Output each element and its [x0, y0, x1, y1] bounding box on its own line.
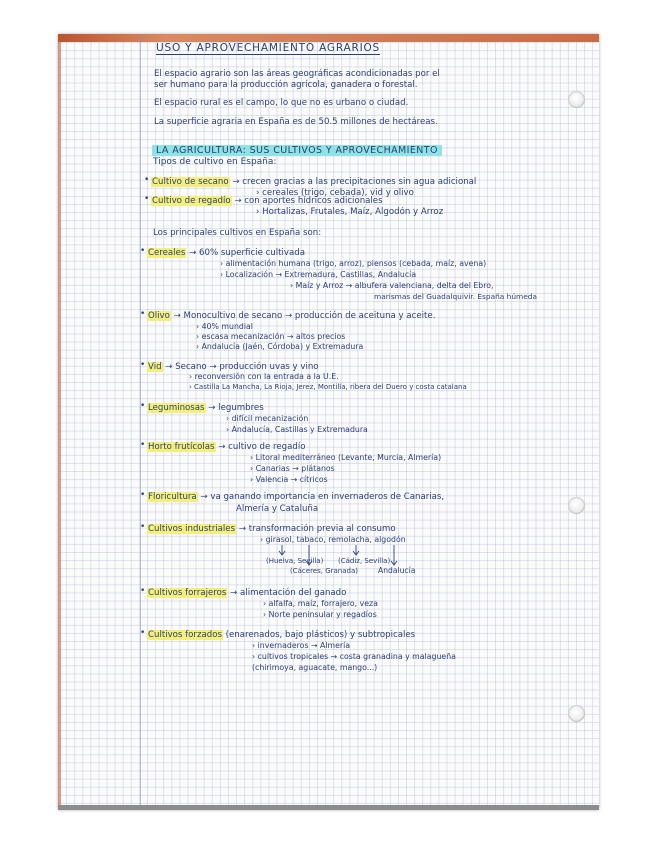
bullet-dot: •	[140, 628, 146, 638]
industriales-place: Andalucía	[378, 566, 416, 575]
section-subtitle: Tipos de cultivo en España:	[153, 157, 277, 167]
forrajeros-key: Cultivos forrajeros	[148, 588, 227, 598]
arrow-head	[353, 551, 359, 555]
olivo-line: › Andalucía (Jaén, Córdoba) y Extremadura	[196, 342, 364, 351]
olivo-key: Olivo	[148, 311, 170, 321]
principales-line: Los principales cultivos en España son:	[153, 228, 322, 238]
vid-entry	[147, 362, 319, 372]
regadio-line2: › Hortalizas, Frutales, Maíz, Algodón y Arroz	[256, 207, 444, 217]
leguminosas-key: Leguminosas	[148, 403, 205, 413]
cereales-entry	[147, 248, 305, 258]
bullet-dot: •	[140, 522, 146, 532]
olivo-line: › escasa mecanización → altos precios	[196, 332, 346, 341]
leguminosas-line: › difícil mecanización	[226, 414, 309, 423]
section-title: LA AGRICULTURA: SUS CULTIVOS Y APROVECHAMIENTO	[152, 145, 442, 156]
horto-line: › Canarias → plátanos	[250, 464, 335, 473]
vid-key: Vid	[148, 362, 162, 372]
cereales-line: marismas del Guadalquivir. España húmeda	[374, 292, 538, 301]
vid-line1: → Secano → producción uvas y vino	[165, 362, 319, 372]
leguminosas-entry	[147, 403, 264, 413]
forrajeros-line1: → alimentación del ganado	[230, 588, 347, 598]
forrajeros-line: › Norte peninsular y regadíos	[263, 610, 377, 619]
page-title: USO Y APROVECHAMIENTO AGRARIOS	[156, 42, 380, 54]
cereales-line: › Maíz y Arroz → albufera valenciana, delta del Ebro,	[290, 281, 494, 290]
olivo-entry	[147, 311, 435, 321]
cereales-key: Cereales	[148, 248, 186, 258]
horto-line: › Litoral mediterráneo (Levante, Murcia, Almería)	[250, 453, 442, 462]
industriales-place: (Huelva, Sevilla)	[266, 557, 324, 565]
arrow-head	[279, 551, 285, 555]
bullet-dot: •	[140, 401, 146, 411]
cereales-line: › alimentación humana (trigo, arroz), piensos (cebada, maíz, avena)	[220, 259, 487, 268]
bullet-dot: •	[140, 490, 146, 500]
binder-hole-icon	[568, 91, 585, 108]
forrajeros-line: › alfalfa, maíz, forrajero, veza	[263, 599, 378, 608]
olivo-line: › 40% mundial	[196, 322, 253, 331]
vid-line: › reconversión con la entrada a la U.E.	[189, 372, 339, 381]
horto-entry	[147, 442, 306, 452]
forrajeros-entry	[147, 588, 346, 598]
flori-line1: → va ganando importancia en invernaderos de Canarias,	[200, 492, 445, 502]
intro-line: ser humano para la producción agrícola, ganadera o forestal.	[154, 80, 418, 90]
cereales-line: › Localización → Extremadura, Castillas, Andalucía	[220, 270, 417, 279]
intro-line: El espacio rural es el campo, lo que no es urbano o ciudad.	[154, 98, 409, 108]
forzados-line: (chirimoya, aguacate, mango...)	[252, 663, 378, 672]
secano-key: Cultivo de secano	[152, 177, 229, 187]
flori-line: Almería y Cataluña	[236, 504, 319, 514]
industriales-place: (Cádiz, Sevilla)	[338, 557, 391, 565]
industriales-line1: → transformación previa al consumo	[238, 524, 396, 534]
secano-line2: › cereales (trigo, cebada), vid y olivo	[256, 188, 414, 198]
horto-key: Horto frutícolas	[148, 442, 215, 452]
horto-line: › Valencia → cítricos	[250, 475, 328, 484]
secano-entry	[151, 177, 476, 187]
cereales-line1: → 60% superficie cultivada	[189, 248, 305, 258]
bullet-dot: •	[140, 309, 146, 319]
margin-line	[140, 34, 141, 810]
regadio-entry	[151, 196, 383, 206]
secano-line1: → crecen gracias a las precipitaciones sin agua adicional	[232, 177, 477, 187]
bullet-dot: •	[140, 246, 146, 256]
leguminosas-line1: → legumbres	[208, 403, 264, 413]
industriales-key: Cultivos industriales	[148, 524, 236, 534]
bullet-dot: •	[140, 360, 146, 370]
bullet-dot: •	[140, 440, 146, 450]
flori-entry	[147, 492, 444, 502]
binder-hole-icon	[568, 497, 585, 514]
forzados-entry	[147, 630, 415, 640]
regadio-line1: → con aportes hídricos adicionales	[234, 196, 383, 206]
bullet-dot: •	[140, 586, 146, 596]
intro-line: La superficie agraria en España es de 50.5 millones de hectáreas.	[154, 117, 438, 127]
binder-hole-icon	[568, 705, 585, 722]
page-left-edge	[58, 34, 61, 810]
bullet-dot: •	[144, 175, 150, 185]
forzados-line: › invernaderos → Almería	[252, 641, 351, 650]
horto-line1: → cultivo de regadío	[218, 442, 306, 452]
industriales-entry	[147, 524, 396, 534]
flori-key: Floricultura	[148, 492, 197, 502]
forzados-line: › cultivos tropicales → costa granadina y malagueña	[252, 652, 456, 661]
industriales-place: (Cáceres, Granada)	[290, 567, 358, 575]
industriales-line: › girasol, tabaco, remolacha, algodón	[260, 535, 406, 544]
notebook-page	[58, 34, 599, 810]
bullet-dot: •	[144, 194, 150, 204]
leguminosas-line: › Andalucía, Castillas y Extremadura	[226, 425, 368, 434]
arrow-head	[391, 561, 397, 565]
forzados-line1: (enarenados, bajo plásticos) y subtropicales	[225, 630, 416, 640]
vid-line: › Castilla La Mancha, La Rioja, Jerez, Montilla, ribera del Duero y costa catalana	[189, 383, 467, 391]
olivo-line1: → Monocultivo de secano → producción de aceituna y aceite.	[173, 311, 436, 321]
intro-line: El espacio agrario son las áreas geográficas acondicionadas por el	[154, 69, 440, 79]
regadio-key: Cultivo de regadío	[152, 196, 231, 206]
forzados-key: Cultivos forzados	[148, 630, 222, 640]
